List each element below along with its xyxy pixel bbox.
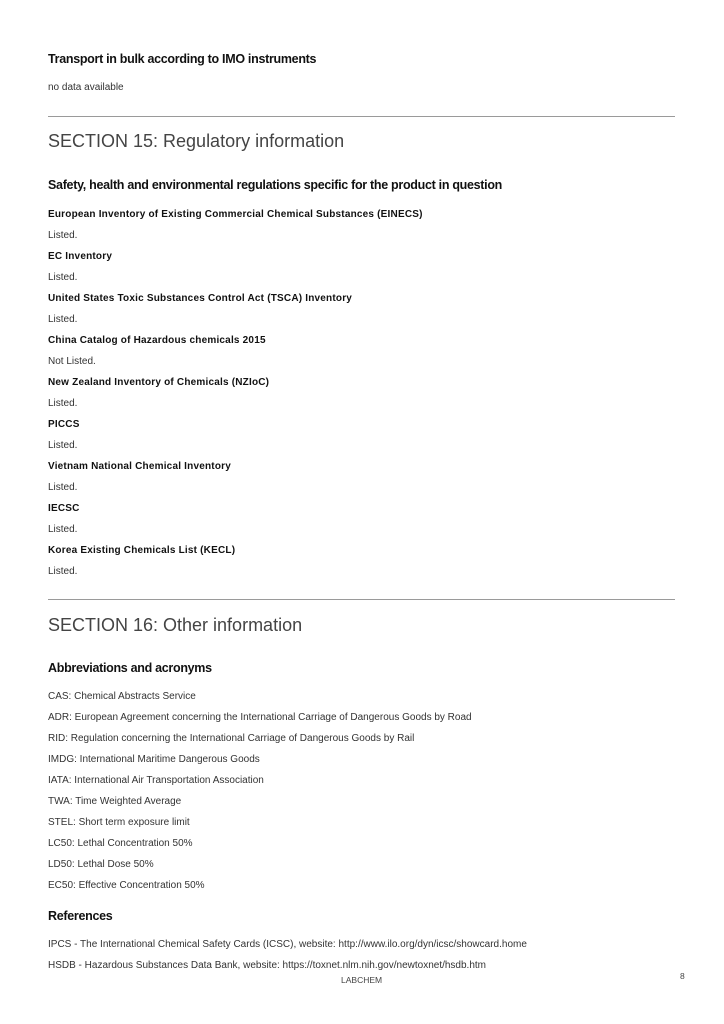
transport-bulk-heading: Transport in bulk according to IMO instruments bbox=[48, 52, 317, 66]
regulation-name: China Catalog of Hazardous chemicals 2015 bbox=[48, 335, 266, 346]
abbreviation-item: CAS: Chemical Abstracts Service bbox=[48, 691, 196, 702]
regulation-status: Listed. bbox=[48, 314, 78, 325]
abbreviation-item: STEL: Short term exposure limit bbox=[48, 817, 190, 828]
regulation-name: New Zealand Inventory of Chemicals (NZIoC) bbox=[48, 377, 270, 388]
abbreviation-item: IATA: International Air Transportation Association bbox=[48, 775, 264, 786]
regulation-name: Vietnam National Chemical Inventory bbox=[48, 461, 231, 472]
page-number: 8 bbox=[680, 971, 685, 981]
section-15-title: SECTION 15: Regulatory information bbox=[48, 131, 345, 151]
section-divider bbox=[48, 116, 675, 117]
regulation-status: Listed. bbox=[48, 272, 78, 283]
regulation-name: Korea Existing Chemicals List (KECL) bbox=[48, 545, 236, 556]
references-heading: References bbox=[48, 909, 113, 923]
regulation-name: United States Toxic Substances Control Act (TSCA) Inventory bbox=[48, 293, 353, 304]
abbreviation-item: TWA: Time Weighted Average bbox=[48, 796, 182, 807]
regulation-name: EC Inventory bbox=[48, 251, 113, 262]
section-divider bbox=[48, 599, 675, 600]
abbreviation-item: EC50: Effective Concentration 50% bbox=[48, 880, 205, 891]
regulation-status: Listed. bbox=[48, 398, 78, 409]
regulation-name: PICCS bbox=[48, 419, 80, 430]
regulation-name: IECSC bbox=[48, 503, 80, 514]
transport-bulk-value: no data available bbox=[48, 82, 124, 93]
regulation-status: Listed. bbox=[48, 524, 78, 535]
regulation-status: Listed. bbox=[48, 440, 78, 451]
section-15-subheading: Safety, health and environmental regulations specific for the product in question bbox=[48, 178, 503, 192]
regulation-status: Listed. bbox=[48, 230, 78, 241]
abbreviation-item: RID: Regulation concerning the International Carriage of Dangerous Goods by Rail bbox=[48, 733, 415, 744]
regulation-status: Not Listed. bbox=[48, 356, 96, 367]
section-16-title: SECTION 16: Other information bbox=[48, 615, 303, 635]
abbreviation-item: LD50: Lethal Dose 50% bbox=[48, 859, 154, 870]
abbreviation-item: LC50: Lethal Concentration 50% bbox=[48, 838, 193, 849]
regulation-status: Listed. bbox=[48, 566, 78, 577]
regulation-status: Listed. bbox=[48, 482, 78, 493]
reference-item: IPCS - The International Chemical Safety Cards (ICSC), website: http://www.ilo.org/dyn/icsc/showcard.home bbox=[48, 939, 527, 950]
footer-company: LABCHEM bbox=[341, 975, 383, 985]
regulation-name: European Inventory of Existing Commercial Chemical Substances (EINECS) bbox=[48, 209, 423, 220]
abbreviation-item: IMDG: International Maritime Dangerous Goods bbox=[48, 754, 260, 765]
abbreviations-heading: Abbreviations and acronyms bbox=[48, 661, 212, 675]
reference-item: HSDB - Hazardous Substances Data Bank, website: https://toxnet.nlm.nih.gov/newtoxnet/hsdb.htm bbox=[48, 960, 487, 971]
abbreviation-item: ADR: European Agreement concerning the International Carriage of Dangerous Goods by Road bbox=[48, 712, 472, 723]
